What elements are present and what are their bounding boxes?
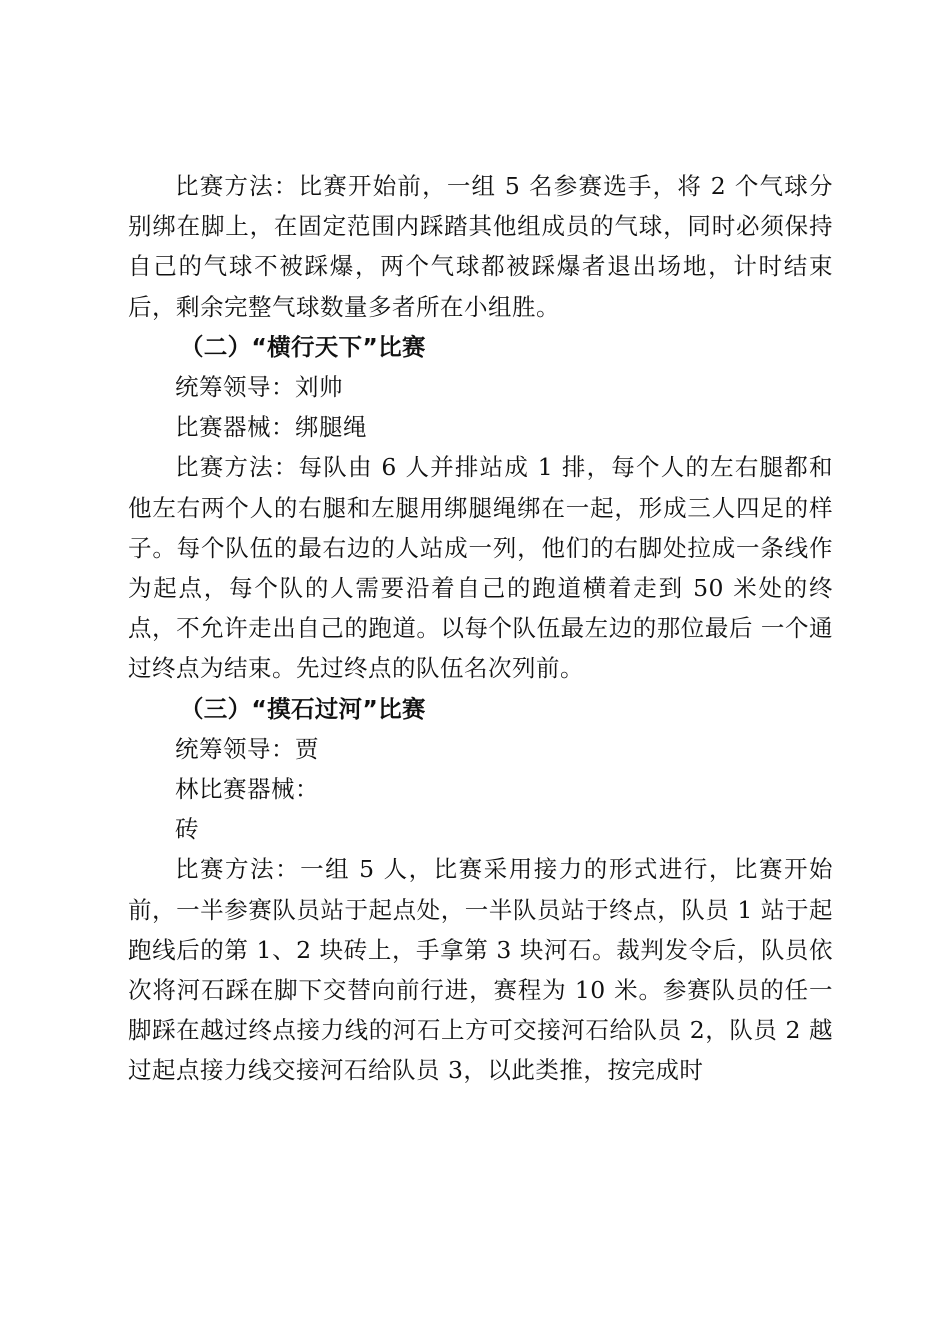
moshi-equipment-value: 砖: [175, 815, 199, 844]
moshi-equipment-label: 林比赛器械：: [175, 775, 319, 804]
moshi-leader: 统筹领导：贾: [175, 734, 319, 763]
section-heading-moshi: （三）“摸石过河”比赛: [180, 694, 426, 723]
balloon-game-method: 比赛方法：比赛开始前，一组 5 名参赛选手，将 2 个气球分别绑在脚上，在固定范围内踩踏其他组成员的气球，同时必须保持自己的气球不被踩爆，两个气球都被踩爆者退出场地，计时结束后，剩余完整气球数量多者所在小组胜。: [128, 172, 833, 321]
moshi-method: 比赛方法：一组 5 人，比赛采用接力的形式进行，比赛开始前，一半参赛队员站于起点处，一半队员站于终点，队员 1 站于起跑线后的第 1、2 块砖上，手拿第 3 块河石。裁判发令后，队员依次将河石踩在脚下交替向前行进，赛程为 10 米。参赛队员的任一脚踩在越过终点接力线的河石上方可交接河石给队员 2，队员 2 越过起点接力线交接河石给队员 3，以此类推，按完成时: [128, 855, 833, 1085]
hengxing-leader: 统筹领导：刘帅: [175, 373, 343, 402]
hengxing-method: 比赛方法：每队由 6 人并排站成 1 排，每个人的左右腿都和他左右两个人的右腿和左腿用绑腿绳绑在一起，形成三人四足的样子。每个队伍的最右边的人站成一列，他们的右脚处拉成一条线作为起点，每个队的人需要沿着自己的跑道横着走到 50 米处的终点，不允许走出自己的跑道。以每个队伍最左边的那位最后 一个通过终点为结束。先过终点的队伍名次列前。: [128, 453, 833, 683]
section-heading-hengxing: （二）“横行天下”比赛: [180, 332, 426, 361]
document-body: [128, 166, 833, 1091]
hengxing-equipment: 比赛器械：绑腿绳: [175, 413, 367, 442]
